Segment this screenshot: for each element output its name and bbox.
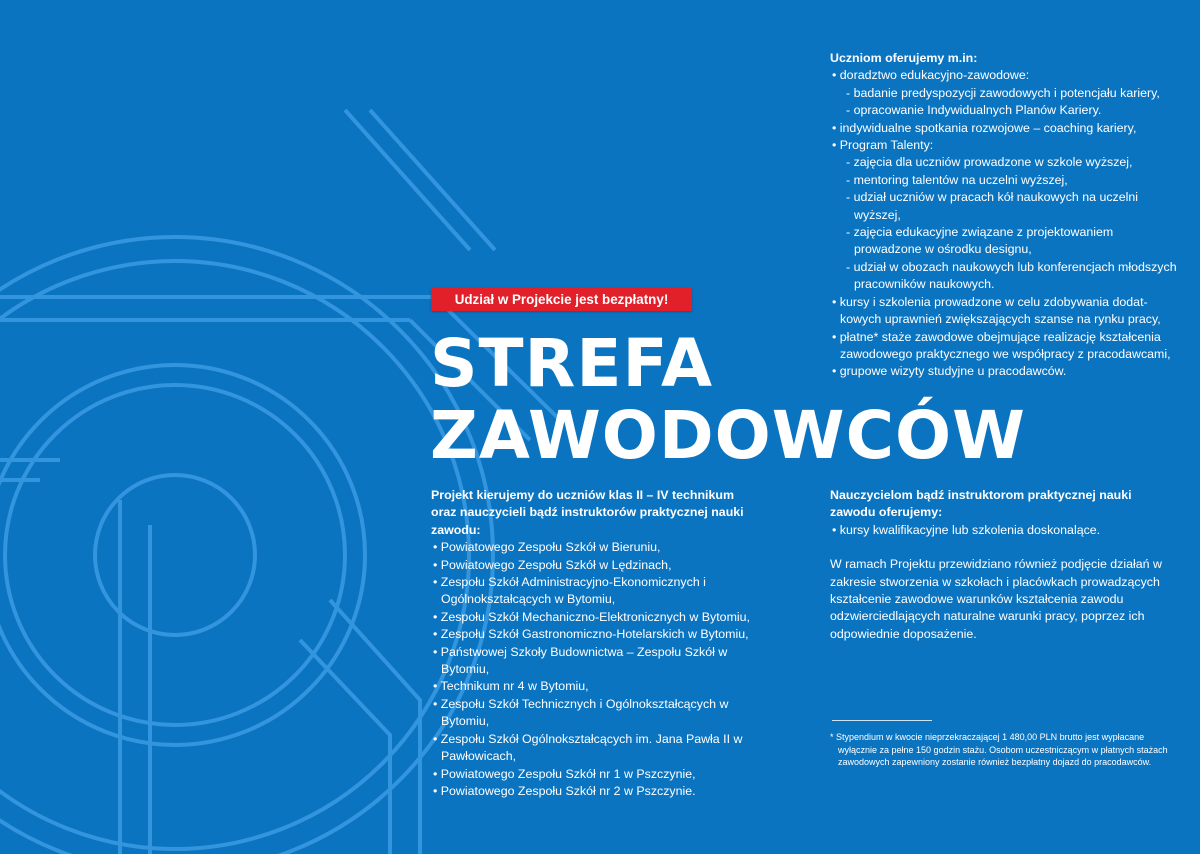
students-offer-item: • płatne* staże zawodowe obejmujące realizację kształcenia zawodowego praktycznego we współpracy z pracodawcami, bbox=[832, 329, 1171, 361]
footnote bbox=[830, 731, 1180, 769]
students-offer-item: • kursy i szkolenia prowadzone w celu zdobywania dodat-kowych uprawnień zwiększających szanse na rynku pracy, bbox=[832, 294, 1161, 327]
footnote-text: * Stypendium w kwocie nieprzekraczającej 1 480,00 PLN brutto jest wypłacane wyłącznie za pełne 150 godzin stażu. Osobom uczestniczącym w płatnych stażach zawodowych zapewniony zostanie również bezpłatny dojazd do pracodawców. bbox=[830, 732, 1168, 767]
school-list-item: • Technikum nr 4 w Bytomiu, bbox=[433, 679, 589, 694]
students-offer-subitem: - zajęcia dla uczniów prowadzone w szkole wyższej, bbox=[846, 155, 1133, 170]
teachers-offer-item: • kursy kwalifikacyjne lub szkolenia doskonalące. bbox=[832, 522, 1101, 537]
students-offer-item: • indywidualne spotkania rozwojowe – coaching kariery, bbox=[832, 120, 1137, 135]
school-list-item: • Zespołu Szkół Mechaniczno-Elektronicznych w Bytomiu, bbox=[433, 609, 750, 624]
teachers-offer-list bbox=[830, 522, 1175, 539]
students-offer-item: • grupowe wizyty studyjne u pracodawców. bbox=[832, 364, 1067, 379]
students-offer-subitem: - udział w obozach naukowych lub konferencjach młodszych pracowników naukowych. bbox=[846, 259, 1177, 292]
school-list-item: • Powiatowego Zespołu Szkół w Bieruniu, bbox=[433, 540, 661, 555]
project-target-section bbox=[431, 487, 761, 800]
free-participation-badge: Udział w Projekcie jest bezpłatny! bbox=[431, 288, 692, 311]
school-list-item: • Państwowej Szkoły Budownictwa – Zespołu Szkół w Bytomiu, bbox=[433, 644, 728, 677]
students-offer-heading: Uczniom oferujemy m.in: bbox=[830, 51, 978, 65]
students-offer-section bbox=[830, 50, 1180, 381]
students-offer-item: • Program Talenty: bbox=[832, 138, 934, 153]
school-list-item: • Powiatowego Zespołu Szkół nr 1 w Pszczynie, bbox=[433, 766, 696, 781]
students-offer-subitem: - mentoring talentów na uczelni wyższej, bbox=[846, 172, 1068, 187]
students-offer-subitem: - zajęcia edukacyjne związane z projektowaniem prowadzone w ośrodku designu, bbox=[846, 225, 1114, 257]
students-offer-item: • doradztwo edukacyjno-zawodowe: bbox=[832, 68, 1030, 83]
teachers-offer-heading: Nauczycielom bądź instruktorom praktycznej nauki zawodu oferujemy: bbox=[830, 488, 1132, 520]
project-description-paragraph: W ramach Projektu przewidziano również podjęcie działań w zakresie stworzenia w szkołach i placówkach prowadzących kształcenie zawodowe warunków kształcenia zawodu odzwierciedlających naturalne warunki pracy, poprzez ich odpowiednie doposażenie. bbox=[830, 557, 1162, 641]
title-line-2: ZAWODOWCÓW bbox=[430, 397, 1026, 474]
project-target-heading: Projekt kierujemy do uczniów klas II – IV technikum oraz nauczycieli bądź instruktorów praktycznej nauki zawodu: bbox=[431, 488, 744, 537]
students-offer-subitem: - opracowanie Indywidualnych Planów Kariery. bbox=[846, 103, 1102, 118]
school-list-item: • Zespołu Szkół Technicznych i Ogólnokształcących w Bytomiu, bbox=[433, 696, 729, 729]
teachers-offer-section bbox=[830, 487, 1175, 643]
students-offer-subitem: - udział uczniów w pracach kół naukowych na uczelni wyższej, bbox=[846, 190, 1139, 222]
title-line-1: STREFA bbox=[430, 325, 714, 402]
school-list-item: • Powiatowego Zespołu Szkół w Lędzinach, bbox=[433, 557, 672, 572]
schools-list bbox=[431, 539, 761, 800]
school-list-item: • Zespołu Szkół Administracyjno-Ekonomicznych i Ogólnokształcących w Bytomiu, bbox=[433, 575, 706, 607]
school-list-item: • Zespołu Szkół Ogólnokształcących im. Jana Pawła II w Pawłowicach, bbox=[433, 731, 743, 764]
school-list-item: • Zespołu Szkół Gastronomiczno-Hotelarskich w Bytomiu, bbox=[433, 627, 749, 642]
footnote-divider bbox=[832, 720, 932, 721]
students-offer-list bbox=[830, 67, 1180, 380]
school-list-item: • Powiatowego Zespołu Szkół nr 2 w Pszczynie. bbox=[433, 783, 696, 798]
students-offer-subitem: - badanie predyspozycji zawodowych i potencjału kariery, bbox=[846, 85, 1160, 100]
